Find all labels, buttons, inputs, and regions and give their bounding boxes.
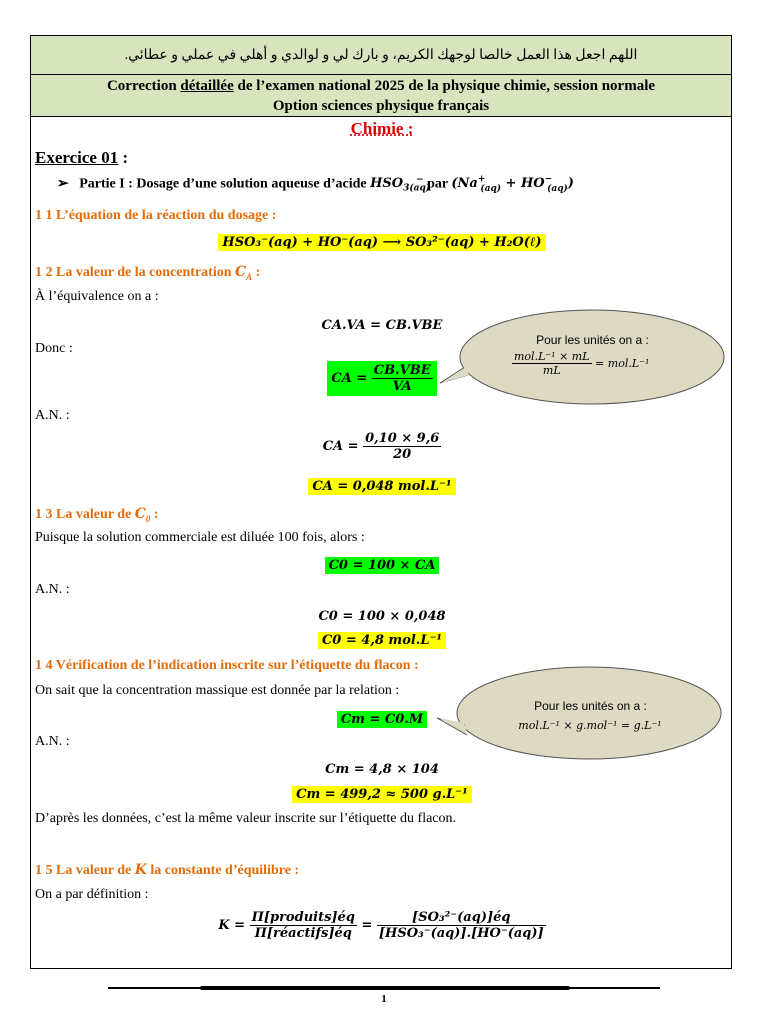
section-1-5: 1 5 La valeur de K la constante d’équilibre : — [35, 862, 300, 878]
page-number: 1 — [381, 993, 387, 1005]
text-definition: On a par définition : — [35, 887, 149, 902]
c0-formula: C0 = 100 × CA — [31, 556, 733, 574]
ca-formula: CA = $\frac{\text{CB.VBE}}{VA}$ — [31, 361, 733, 396]
an-1: A.N. : — [35, 408, 70, 423]
chimie-heading: Chimie : — [350, 119, 414, 138]
an-2-formula: C0 = 100 × 0,048 — [318, 609, 446, 624]
section-1-3: 1 3 La valeur de $C_0$ : — [35, 506, 159, 524]
text-dilution: Puisque la solution commerciale est diluée 100 fois, alors : — [35, 530, 365, 545]
bubble-2-title: Pour les unités on a : — [534, 699, 647, 713]
section-1-4: 1 4 Vérification de l’indication inscrite sur l’étiquette du flacon : — [35, 658, 419, 673]
result-c0: C0 = 4,8 mol.L⁻¹ — [31, 631, 733, 649]
section-1-1: 1 1 L’équation de la réaction du dosage : — [35, 208, 277, 223]
an-3: A.N. : — [35, 734, 70, 749]
text-donnees: D’après les données, c’est la même valeur inscrite sur l’étiquette du flacon. — [35, 811, 457, 826]
arabic-prayer: اللهم اجعل هذا العمل خالصا لوجهك الكريم، و بارك لي و لوالدي و أهلي في عملي و عطائي. — [31, 36, 731, 75]
reaction-equation: HSO₃⁻(aq) + HO⁻(aq) ⟶ SO₃²⁻(aq) + H₂O(ℓ) — [31, 233, 733, 251]
an-3-formula: Cm = 4,8 × 104 — [325, 762, 439, 777]
bubble-1-formula: $\frac{\text{mol.L⁻¹ × mL}}{mL}$ = mol.L⁻¹ — [514, 350, 650, 377]
cm-formula: Cm = C0.M — [31, 710, 733, 728]
equivalence-equation: CA.VA = CB.VBE — [321, 318, 443, 333]
an-2: A.N. : — [35, 582, 70, 597]
result-cm: Cm = 499,2 ≈ 500 g.L⁻¹ — [31, 785, 733, 803]
result-ca: CA = 0,048 mol.L⁻¹ — [31, 477, 733, 495]
bubble-1-title: Pour les unités on a : — [536, 333, 649, 347]
title-line-1: Correction détaillée de l’examen national 2025 de la physique chimie, session normale — [106, 78, 656, 94]
units-bubble-2 — [415, 663, 727, 765]
exercice-heading: Exercice 01 : — [35, 148, 129, 167]
document-title — [31, 75, 731, 117]
an-1-formula: CA = $\frac{0,10 \times 9,6}{20}$ — [322, 431, 440, 462]
k-formula: K = $\frac{\text{Π[produits]éq}}{\text{Π[réactifs]éq}}$ = $\frac{\text{[SO₃²⁻(aq)]éq}}{\text{[HSO₃⁻(aq)].[HO⁻(aq)]}}$ — [218, 910, 544, 941]
title-line-2: Option sciences physique français — [272, 98, 490, 114]
section-1-2: 1 2 La valeur de la concentration $C_A$ : — [35, 264, 261, 282]
text-donc: Donc : — [35, 341, 73, 356]
text-cm: On sait que la concentration massique est donnée par la relation : — [35, 683, 400, 698]
partie-heading: ➢ Partie I : Dosage d’une solution aqueuse d’acide $HSO_{3(aq)}^-$ par $(Na^+_{(aq)} + HO^-_{(aq)})$ — [57, 175, 574, 194]
page-frame — [30, 35, 732, 969]
footer-rule-thick — [200, 986, 570, 990]
bubble-2-formula: mol.L⁻¹ × g.mol⁻¹ = g.L⁻¹ — [518, 719, 662, 732]
text-equivalence: À l’équivalence on a : — [35, 289, 159, 304]
